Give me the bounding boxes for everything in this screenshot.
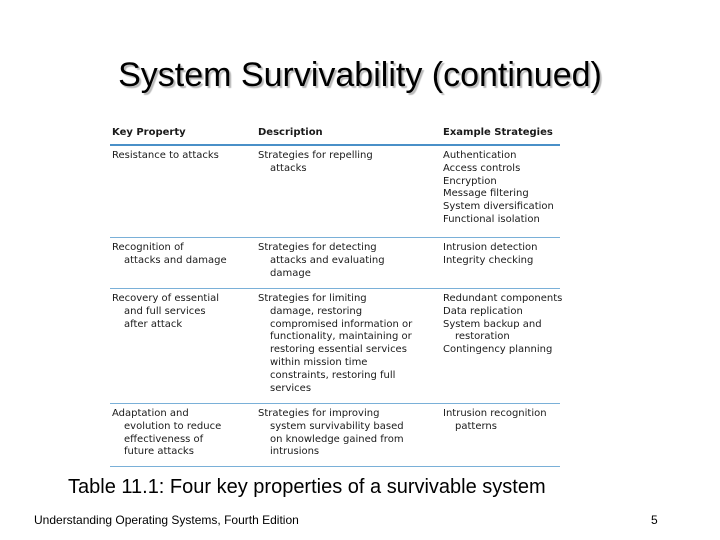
cell-line: Strategies for detecting [258, 242, 377, 253]
cell-line: future attacks [124, 446, 194, 458]
cell-line: Recognition of [112, 242, 184, 253]
table-caption: Table 11.1: Four key properties of a survivable system [68, 476, 546, 498]
description-cell [258, 150, 433, 176]
properties-table [110, 124, 563, 467]
table-row [110, 238, 560, 289]
cell-line: restoration [455, 331, 510, 343]
cell-line: Access controls [443, 162, 521, 174]
cell-line: Intrusion recognition [443, 408, 547, 419]
cell-line: Functional isolation [443, 213, 540, 225]
table-row [110, 289, 563, 404]
description-cell [258, 242, 433, 280]
cell-line: compromised information or [270, 318, 413, 330]
page-number: 5 [651, 513, 658, 527]
footer-text: Understanding Operating Systems, Fourth Edition [34, 513, 299, 527]
cell-line: and full services [124, 305, 206, 317]
table-header [110, 124, 560, 146]
cell-line: restoring essential services [270, 344, 407, 356]
cell-line: Contingency planning [443, 344, 553, 356]
description-cell [258, 408, 433, 459]
cell-line: attacks [270, 162, 307, 174]
cell-line: on knowledge gained from [270, 433, 404, 445]
cell-line: Redundant components [443, 293, 563, 304]
table-row [110, 404, 560, 467]
cell-line: attacks and evaluating [270, 254, 385, 266]
table-row [110, 146, 560, 238]
cell-line: within mission time [270, 356, 368, 368]
cell-line: Encryption [443, 175, 497, 187]
cell-line: services [270, 382, 312, 394]
cell-line: patterns [455, 420, 497, 432]
header-key-property: Key Property [112, 127, 186, 138]
cell-line: Resistance to attacks [112, 150, 219, 161]
cell-line: Integrity checking [443, 254, 534, 266]
header-description: Description [258, 127, 323, 138]
key-property-cell [112, 242, 252, 268]
cell-line: Strategies for improving [258, 408, 380, 419]
key-property-cell [112, 293, 252, 331]
key-property-cell [112, 408, 252, 459]
cell-line: effectiveness of [124, 433, 204, 445]
cell-line: System backup and [443, 318, 542, 330]
cell-line: Adaptation and [112, 408, 189, 419]
cell-line: Data replication [443, 305, 523, 317]
cell-line: Strategies for repelling [258, 150, 373, 161]
cell-line: attacks and damage [124, 254, 227, 266]
strategies-cell [443, 242, 563, 268]
cell-line: damage [270, 267, 311, 279]
cell-line: after attack [124, 318, 183, 330]
header-example-strategies: Example Strategies [443, 127, 553, 138]
cell-line: functionality, maintaining or [270, 331, 412, 343]
description-cell [258, 293, 433, 395]
cell-line: intrusions [270, 446, 320, 458]
strategies-cell [443, 408, 563, 434]
cell-line: constraints, restoring full [270, 369, 396, 381]
cell-line: Strategies for limiting [258, 293, 367, 304]
key-property-cell [112, 150, 252, 163]
cell-line: System diversification [443, 201, 554, 213]
strategies-cell [443, 293, 563, 357]
cell-line: Authentication [443, 150, 517, 161]
cell-line: system survivability based [270, 420, 404, 432]
slide-title: System Survivability (continued) [118, 56, 602, 94]
cell-line: Intrusion detection [443, 242, 538, 253]
cell-line: evolution to reduce [124, 420, 222, 432]
cell-line: Message filtering [443, 188, 529, 200]
cell-line: damage, restoring [270, 305, 363, 317]
cell-line: Recovery of essential [112, 293, 220, 304]
strategies-cell [443, 150, 563, 227]
